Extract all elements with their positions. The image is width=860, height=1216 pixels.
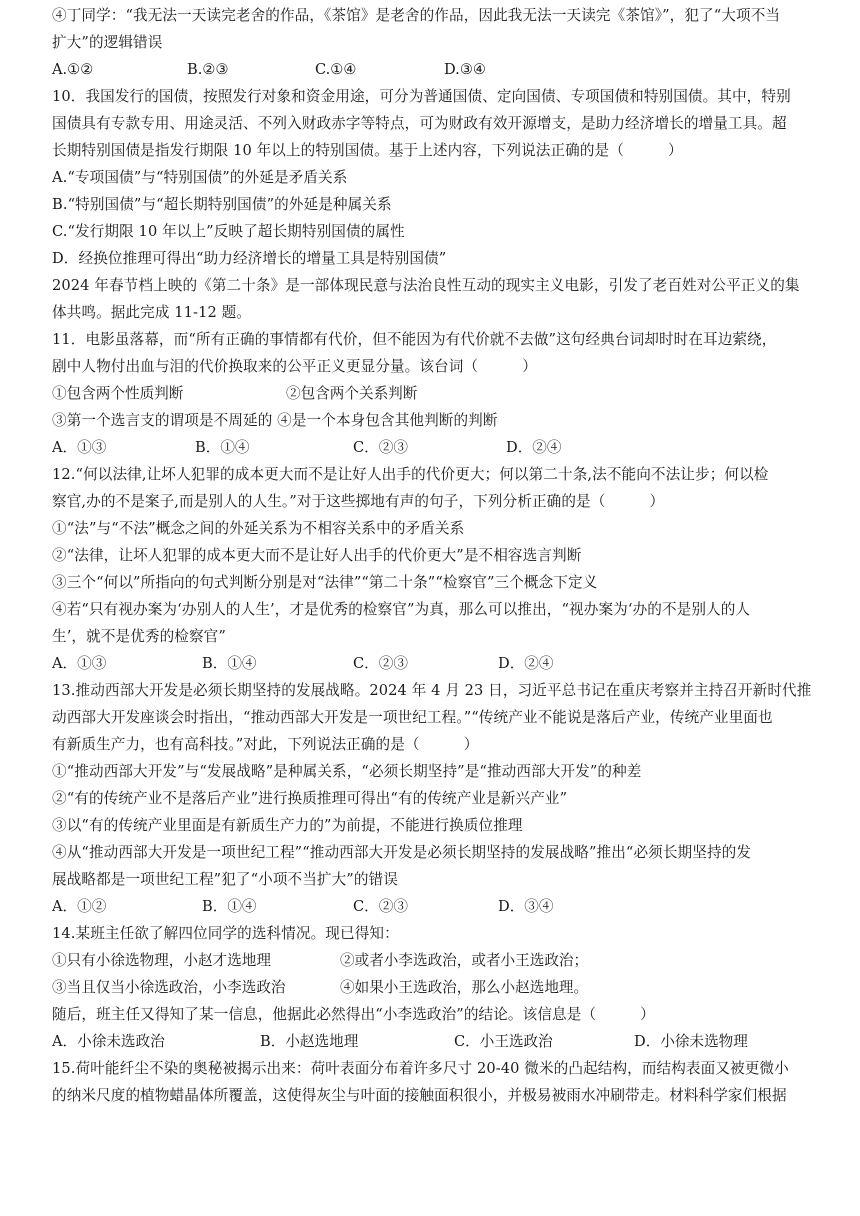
option-d: D.③④: [444, 61, 486, 78]
text-line: 生’，就不是优秀的检察官”: [52, 628, 226, 645]
statement-2: ②包含两个关系判断: [286, 385, 418, 402]
material-intro: 2024 年春节档上映的《第二十条》是一部体现民意与法治良性互动的现实主义电影，引发了老百姓对公平正义的集: [52, 277, 800, 294]
question-15-stem: 15.荷叶能纤尘不染的奥秘被揭示出来：荷叶表面分布着许多尺寸 20-40 微米的凸起结构，而结构表面又被更微小: [52, 1060, 789, 1077]
condition-1: ①只有小徐选物理，小赵才选地理: [52, 952, 271, 969]
option-d: D．经换位推理可得出“助力经济增长的增量工具是特别国债”: [52, 250, 447, 267]
option-c: C．②③: [353, 898, 408, 915]
question-10-stem: 10．我国发行的国债，按照发行对象和资金用途，可分为普通国债、定向国债、专项国债和特别国债。其中，特别: [52, 88, 791, 105]
option-c: C.①④: [315, 61, 357, 78]
option-b: B.②③: [187, 61, 229, 78]
option-d: D．③④: [498, 898, 554, 915]
option-b: B．小赵选地理: [260, 1033, 359, 1050]
option-c: C．小王选政治: [454, 1033, 553, 1050]
question-12-stem: 12.“何以法律,让坏人犯罪的成本更大而不是让好人出手的代价更大；何以第二十条,法不能向不法让步；何以检: [52, 466, 769, 483]
text-line: 随后，班主任又得知了某一信息，他据此必然得出“小李选政治”的结论。该信息是（ ）: [52, 1006, 655, 1023]
text-line: ④丁同学：“我无法一天读完老舍的作品，《茶馆》是老舍的作品，因此我无法一天读完《茶馆》”，犯了“大项不当: [52, 7, 781, 24]
option-a: A．①③: [52, 655, 107, 672]
statement-1: ①“推动西部大开发”与“发展战略”是种属关系，“必须长期坚持”是“推动西部大开发”的种差: [52, 763, 642, 780]
option-a: A．①②: [52, 898, 107, 915]
option-a: A.“专项国债”与“特别国债”的外延是矛盾关系: [52, 169, 348, 186]
text-line: 的纳米尺度的植物蜡晶体所覆盖，这使得灰尘与叶面的接触面积很小，并极易被雨水冲刷带走。材料科学家们根据: [52, 1087, 787, 1104]
text-line: 扩大”的逻辑错误: [52, 34, 163, 51]
text-line: 国债具有专款专用、用途灵活、不列入财政赤字等特点，可为财政有效开源增支，是助力经济增长的增量工具。超: [52, 115, 787, 132]
option-a: A.①②: [52, 61, 94, 78]
option-d: D．小徐未选物理: [634, 1033, 748, 1050]
condition-3: ③当且仅当小徐选政治，小李选政治: [52, 979, 286, 996]
text-line: 动西部大开发座谈会时指出，“推动西部大开发是一项世纪工程。”“传统产业不能说是落后产业，传统产业里面也: [52, 709, 773, 726]
statement-3: ③三个“何以”所指向的句式判断分别是对“法律”“第二十条”“检察官”三个概念下定义: [52, 574, 598, 591]
question-14-stem: 14.某班主任欲了解四位同学的选科情况。现已得知：: [52, 925, 399, 942]
option-b: B．①④: [202, 655, 257, 672]
condition-2: ②或者小李选政治，或者小王选政治；: [340, 952, 589, 969]
option-b: B．①④: [195, 439, 250, 456]
statement-4: ④若“只有视办案为‘办别人的人生’，才是优秀的检察官”为真，那么可以推出，“视办案为‘办的不是别人的人: [52, 601, 751, 618]
option-d: D．②④: [498, 655, 554, 672]
text-line: ③第一个选言支的谓项是不周延的 ④是一个本身包含其他判断的判断: [52, 412, 498, 429]
text-line: 展战略都是一项世纪工程”犯了“小项不当扩大”的错误: [52, 871, 398, 888]
option-c: C.“发行期限 10 年以上”反映了超长期特别国债的属性: [52, 223, 405, 240]
statement-2: ②“法律，让坏人犯罪的成本更大而不是让好人出手的代价更大”是不相容选言判断: [52, 547, 582, 564]
text-line: 有新质生产力，也有高科技。”对此，下列说法正确的是（ ）: [52, 736, 479, 753]
text-line: 察官,办的不是案子,而是别人的人生。”对于这些掷地有声的句子，下列分析正确的是（ ）: [52, 493, 665, 510]
statement-1: ①包含两个性质判断: [52, 385, 184, 402]
statement-2: ②“有的传统产业不是落后产业”进行换质推理可得出“有的传统产业是新兴产业”: [52, 790, 568, 807]
text-line: 剧中人物付出血与泪的代价换取来的公平正义更显分量。该台词（ ）: [52, 358, 537, 375]
option-b: B.“特别国债”与“超长期特别国债”的外延是种属关系: [52, 196, 392, 213]
text-line: 体共鸣。据此完成 11-12 题。: [52, 304, 251, 321]
option-a: A．小徐未选政治: [52, 1033, 165, 1050]
option-b: B．①④: [202, 898, 257, 915]
question-11-stem: 11．电影虽落幕，而“所有正确的事情都有代价，但不能因为有代价就不去做”这句经典台词却时时在耳边萦绕，: [52, 331, 777, 348]
statement-4: ④从“推动西部大开发是一项世纪工程”“推动西部大开发是必须长期坚持的发展战略”推出“必须长期坚持的发: [52, 844, 752, 861]
question-13-stem: 13.推动西部大开发是必须长期坚持的发展战略。2024 年 4 月 23 日，习近平总书记在重庆考察并主持召开新时代推: [52, 682, 812, 699]
option-d: D．②④: [506, 439, 562, 456]
option-c: C．②③: [353, 439, 408, 456]
statement-1: ①“法”与“不法”概念之间的外延关系为不相容关系中的矛盾关系: [52, 520, 465, 537]
statement-3: ③以“有的传统产业里面是有新质生产力的”为前提，不能进行换质位推理: [52, 817, 523, 834]
condition-4: ④如果小王选政治，那么小赵选地理。: [340, 979, 589, 996]
option-a: A．①③: [52, 439, 107, 456]
option-c: C．②③: [353, 655, 408, 672]
text-line: 长期特别国债是指发行期限 10 年以上的特别国债。基于上述内容，下列说法正确的是（ ）: [52, 142, 683, 159]
